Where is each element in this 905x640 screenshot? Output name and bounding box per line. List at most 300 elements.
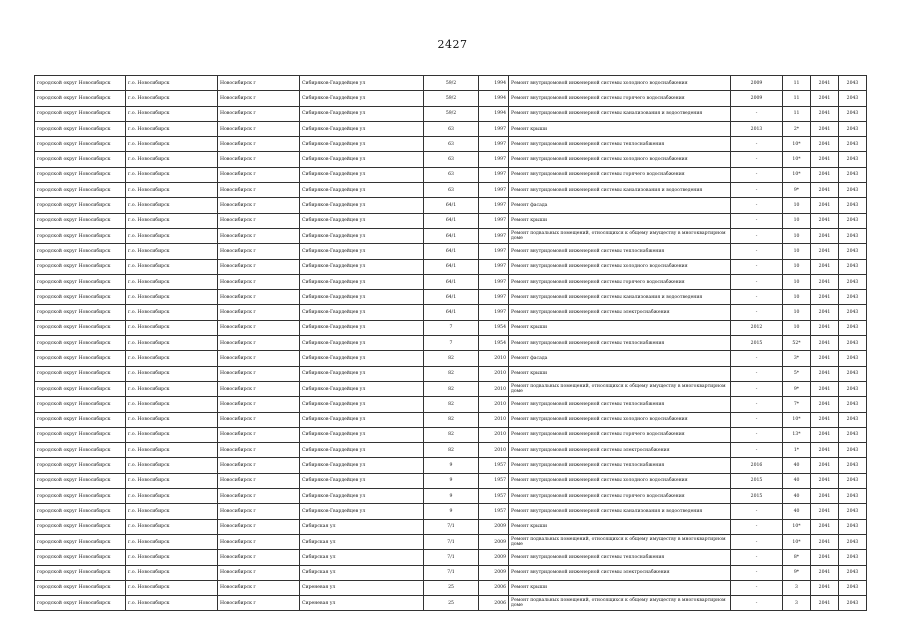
cell-okrug: городской округ Новосибирск [35,473,126,488]
cell-service-count: 9* [783,381,811,396]
cell-settlement: Новосибирск г [218,351,300,366]
cell-year-from: 2041 [811,198,839,213]
cell-year-to: 2043 [839,504,867,519]
cell-year: 1957 [479,473,509,488]
cell-settlement: Новосибирск г [218,366,300,381]
cell-year: 1954 [479,336,509,351]
cell-gorod: г.о. Новосибирск [126,580,218,595]
cell-okrug: городской округ Новосибирск [35,504,126,519]
cell-house: 25 [424,596,479,611]
cell-year: 2010 [479,381,509,396]
cell-street: Сибиряков-Гвардейцев ул [300,412,424,427]
cell-work-type: Ремонт внутридомовой инженерной системы теплоснабжения [509,550,731,565]
cell-year-to: 2043 [839,397,867,412]
cell-settlement: Новосибирск г [218,290,300,305]
cell-last-repair: - [731,213,783,228]
cell-street: Сибиряков-Гвардейцев ул [300,228,424,243]
cell-year-to: 2043 [839,167,867,182]
cell-street: Сибиряков-Гвардейцев ул [300,381,424,396]
cell-year-to: 2043 [839,152,867,167]
cell-year: 2010 [479,427,509,442]
cell-gorod: г.о. Новосибирск [126,381,218,396]
cell-year: 2006 [479,580,509,595]
cell-work-type: Ремонт внутридомовой инженерной системы теплоснабжения [509,336,731,351]
cell-year-to: 2043 [839,580,867,595]
cell-gorod: г.о. Новосибирск [126,244,218,259]
table-row [35,183,867,198]
cell-street: Сибиряков-Гвардейцев ул [300,137,424,152]
cell-settlement: Новосибирск г [218,305,300,320]
cell-work-type: Ремонт внутридомовой инженерной системы теплоснабжения [509,397,731,412]
cell-settlement: Новосибирск г [218,519,300,534]
cell-street: Сибирская ул [300,534,424,549]
cell-last-repair: 2015 [731,473,783,488]
cell-last-repair: 2009 [731,76,783,91]
cell-work-type: Ремонт крыши [509,519,731,534]
cell-settlement: Новосибирск г [218,121,300,136]
cell-service-count: 8* [783,550,811,565]
cell-year: 1997 [479,305,509,320]
cell-house: 82 [424,381,479,396]
cell-year: 2009 [479,534,509,549]
cell-year: 1994 [479,106,509,121]
cell-street: Сибиряков-Гвардейцев ул [300,366,424,381]
cell-street: Сибиряков-Гвардейцев ул [300,336,424,351]
cell-year-from: 2041 [811,351,839,366]
cell-work-type: Ремонт внутридомовой инженерной системы холодного водоснабжения [509,76,731,91]
cell-okrug: городской округ Новосибирск [35,76,126,91]
cell-okrug: городской округ Новосибирск [35,351,126,366]
cell-street: Сибиряков-Гвардейцев ул [300,198,424,213]
cell-work-type: Ремонт внутридомовой инженерной системы горячего водоснабжения [509,167,731,182]
cell-house: 82 [424,397,479,412]
cell-okrug: городской округ Новосибирск [35,213,126,228]
cell-okrug: городской округ Новосибирск [35,91,126,106]
cell-settlement: Новосибирск г [218,458,300,473]
cell-house: 7 [424,336,479,351]
cell-gorod: г.о. Новосибирск [126,351,218,366]
cell-year-from: 2041 [811,106,839,121]
table-row [35,167,867,182]
cell-gorod: г.о. Новосибирск [126,458,218,473]
cell-work-type: Ремонт крыши [509,320,731,335]
cell-year-to: 2043 [839,228,867,243]
cell-street: Сибиряков-Гвардейцев ул [300,259,424,274]
cell-house: 63 [424,183,479,198]
table-row [35,458,867,473]
cell-last-repair: - [731,534,783,549]
cell-work-type: Ремонт фасада [509,198,731,213]
table-row [35,76,867,91]
cell-house: 7/1 [424,550,479,565]
cell-gorod: г.о. Новосибирск [126,336,218,351]
cell-year: 2010 [479,412,509,427]
table-row [35,228,867,243]
table-row [35,427,867,442]
cell-year-to: 2043 [839,76,867,91]
cell-last-repair: - [731,305,783,320]
cell-year-from: 2041 [811,305,839,320]
cell-house: 59/2 [424,91,479,106]
cell-last-repair: 2012 [731,320,783,335]
cell-settlement: Новосибирск г [218,473,300,488]
cell-okrug: городской округ Новосибирск [35,244,126,259]
cell-last-repair: - [731,550,783,565]
cell-street: Сибиряков-Гвардейцев ул [300,427,424,442]
cell-year-to: 2043 [839,198,867,213]
cell-settlement: Новосибирск г [218,489,300,504]
cell-last-repair: - [731,259,783,274]
cell-last-repair: - [731,596,783,611]
cell-house: 9 [424,504,479,519]
cell-work-type: Ремонт внутридомовой инженерной системы теплоснабжения [509,137,731,152]
table-row [35,580,867,595]
cell-settlement: Новосибирск г [218,397,300,412]
cell-service-count: 40 [783,489,811,504]
cell-work-type: Ремонт внутридомовой инженерной системы канализования и водоотведения [509,106,731,121]
cell-gorod: г.о. Новосибирск [126,91,218,106]
cell-work-type: Ремонт крыши [509,580,731,595]
cell-last-repair: - [731,580,783,595]
cell-okrug: городской округ Новосибирск [35,489,126,504]
cell-service-count: 10 [783,198,811,213]
cell-year: 2009 [479,565,509,580]
cell-settlement: Новосибирск г [218,443,300,458]
cell-gorod: г.о. Новосибирск [126,198,218,213]
cell-settlement: Новосибирск г [218,167,300,182]
cell-year-to: 2043 [839,458,867,473]
cell-last-repair: 2015 [731,489,783,504]
cell-settlement: Новосибирск г [218,550,300,565]
cell-house: 64/1 [424,274,479,289]
cell-service-count: 10* [783,534,811,549]
cell-street: Сибиряков-Гвардейцев ул [300,397,424,412]
cell-year-from: 2041 [811,137,839,152]
cell-year-to: 2043 [839,519,867,534]
cell-gorod: г.о. Новосибирск [126,213,218,228]
cell-work-type: Ремонт внутридомовой инженерной системы канализования и водоотведения [509,504,731,519]
cell-gorod: г.о. Новосибирск [126,504,218,519]
cell-service-count: 10* [783,137,811,152]
cell-street: Сибиряков-Гвардейцев ул [300,91,424,106]
cell-year: 1997 [479,228,509,243]
cell-last-repair: 2009 [731,91,783,106]
cell-year: 1957 [479,458,509,473]
cell-house: 7/1 [424,534,479,549]
cell-year-to: 2043 [839,290,867,305]
cell-house: 63 [424,152,479,167]
cell-work-type: Ремонт подвальных помещений, относящихся к общему имуществу в многоквартирном доме [509,534,731,549]
cell-okrug: городской округ Новосибирск [35,458,126,473]
cell-okrug: городской округ Новосибирск [35,550,126,565]
cell-work-type: Ремонт подвальных помещений, относящихся к общему имуществу в многоквартирном доме [509,596,731,611]
cell-house: 63 [424,167,479,182]
cell-street: Сибиряков-Гвардейцев ул [300,213,424,228]
table-row [35,489,867,504]
cell-year: 2010 [479,351,509,366]
cell-year-to: 2043 [839,412,867,427]
cell-work-type: Ремонт внутридомовой инженерной системы электроснабжения [509,565,731,580]
cell-last-repair: - [731,244,783,259]
table-row [35,550,867,565]
cell-okrug: городской округ Новосибирск [35,534,126,549]
cell-house: 64/1 [424,305,479,320]
table-row [35,534,867,549]
table-row [35,443,867,458]
cell-last-repair: - [731,504,783,519]
cell-okrug: городской округ Новосибирск [35,596,126,611]
cell-work-type: Ремонт внутридомовой инженерной системы горячего водоснабжения [509,274,731,289]
cell-settlement: Новосибирск г [218,137,300,152]
cell-street: Сибиряков-Гвардейцев ул [300,244,424,259]
page-number: 2427 [437,38,468,51]
cell-year-from: 2041 [811,550,839,565]
cell-service-count: 2* [783,121,811,136]
cell-year-to: 2043 [839,106,867,121]
cell-year: 1997 [479,183,509,198]
cell-street: Сибиряков-Гвардейцев ул [300,167,424,182]
cell-street: Сибиряков-Гвардейцев ул [300,351,424,366]
cell-okrug: городской округ Новосибирск [35,121,126,136]
cell-service-count: 10 [783,259,811,274]
cell-work-type: Ремонт внутридомовой инженерной системы канализования и водоотведения [509,290,731,305]
cell-last-repair: 2015 [731,336,783,351]
cell-street: Сибиряков-Гвардейцев ул [300,152,424,167]
cell-year: 1994 [479,91,509,106]
table-row [35,213,867,228]
cell-house: 9 [424,458,479,473]
cell-okrug: городской округ Новосибирск [35,366,126,381]
cell-year-from: 2041 [811,290,839,305]
cell-service-count: 11 [783,76,811,91]
cell-year-from: 2041 [811,596,839,611]
cell-last-repair: - [731,519,783,534]
cell-gorod: г.о. Новосибирск [126,473,218,488]
table-row [35,259,867,274]
cell-okrug: городской округ Новосибирск [35,290,126,305]
cell-work-type: Ремонт внутридомовой инженерной системы холодного водоснабжения [509,259,731,274]
cell-okrug: городской округ Новосибирск [35,412,126,427]
cell-last-repair: - [731,366,783,381]
cell-street: Сибиряков-Гвардейцев ул [300,320,424,335]
cell-street: Сибиряков-Гвардейцев ул [300,489,424,504]
table-row [35,596,867,611]
cell-gorod: г.о. Новосибирск [126,320,218,335]
cell-year: 2010 [479,366,509,381]
table-row [35,473,867,488]
table-row [35,519,867,534]
cell-street: Сибиряков-Гвардейцев ул [300,443,424,458]
cell-service-count: 10 [783,305,811,320]
cell-year-from: 2041 [811,259,839,274]
cell-work-type: Ремонт фасада [509,351,731,366]
cell-service-count: 9* [783,565,811,580]
cell-house: 64/1 [424,259,479,274]
cell-okrug: городской округ Новосибирск [35,580,126,595]
table-row [35,504,867,519]
cell-street: Сиреневая ул [300,580,424,595]
cell-settlement: Новосибирск г [218,91,300,106]
cell-year-to: 2043 [839,489,867,504]
cell-year: 1997 [479,121,509,136]
cell-okrug: городской округ Новосибирск [35,106,126,121]
cell-gorod: г.о. Новосибирск [126,550,218,565]
cell-year-from: 2041 [811,213,839,228]
cell-gorod: г.о. Новосибирск [126,274,218,289]
table-row [35,152,867,167]
cell-service-count: 5* [783,366,811,381]
table-row [35,137,867,152]
cell-gorod: г.о. Новосибирск [126,565,218,580]
cell-house: 9 [424,473,479,488]
cell-service-count: 3* [783,351,811,366]
cell-settlement: Новосибирск г [218,534,300,549]
cell-last-repair: - [731,183,783,198]
cell-year: 1954 [479,320,509,335]
cell-work-type: Ремонт внутридомовой инженерной системы горячего водоснабжения [509,489,731,504]
cell-service-count: 1* [783,443,811,458]
cell-street: Сибиряков-Гвардейцев ул [300,473,424,488]
cell-okrug: городской округ Новосибирск [35,228,126,243]
cell-street: Сибиряков-Гвардейцев ул [300,106,424,121]
cell-house: 7 [424,320,479,335]
cell-house: 82 [424,366,479,381]
cell-year-from: 2041 [811,167,839,182]
cell-settlement: Новосибирск г [218,76,300,91]
cell-year-to: 2043 [839,121,867,136]
cell-year-from: 2041 [811,489,839,504]
cell-house: 7/1 [424,565,479,580]
cell-okrug: городской округ Новосибирск [35,427,126,442]
cell-street: Сибирская ул [300,519,424,534]
cell-year-to: 2043 [839,366,867,381]
cell-gorod: г.о. Новосибирск [126,412,218,427]
cell-year: 1997 [479,137,509,152]
cell-service-count: 40 [783,504,811,519]
cell-gorod: г.о. Новосибирск [126,290,218,305]
cell-gorod: г.о. Новосибирск [126,305,218,320]
cell-house: 64/1 [424,244,479,259]
cell-service-count: 10 [783,213,811,228]
cell-street: Сибиряков-Гвардейцев ул [300,121,424,136]
cell-work-type: Ремонт внутридомовой инженерной системы канализования и водоотведения [509,183,731,198]
cell-street: Сибирская ул [300,565,424,580]
cell-last-repair: - [731,565,783,580]
cell-work-type: Ремонт внутридомовой инженерной системы электроснабжения [509,443,731,458]
cell-service-count: 40 [783,458,811,473]
cell-gorod: г.о. Новосибирск [126,137,218,152]
table-row [35,397,867,412]
cell-year: 1994 [479,76,509,91]
cell-last-repair: 2013 [731,121,783,136]
cell-year: 2006 [479,596,509,611]
cell-okrug: городской округ Новосибирск [35,381,126,396]
cell-year: 1957 [479,489,509,504]
table-row [35,244,867,259]
cell-year-from: 2041 [811,320,839,335]
cell-gorod: г.о. Новосибирск [126,427,218,442]
cell-work-type: Ремонт внутридомовой инженерной системы теплоснабжения [509,458,731,473]
cell-service-count: 10 [783,274,811,289]
cell-settlement: Новосибирск г [218,274,300,289]
cell-year: 1997 [479,213,509,228]
cell-year-from: 2041 [811,336,839,351]
cell-settlement: Новосибирск г [218,412,300,427]
cell-okrug: городской округ Новосибирск [35,137,126,152]
cell-gorod: г.о. Новосибирск [126,106,218,121]
cell-service-count: 7* [783,397,811,412]
cell-house: 82 [424,443,479,458]
cell-settlement: Новосибирск г [218,213,300,228]
cell-okrug: городской округ Новосибирск [35,565,126,580]
cell-gorod: г.о. Новосибирск [126,534,218,549]
cell-year-from: 2041 [811,183,839,198]
cell-year-from: 2041 [811,519,839,534]
cell-work-type: Ремонт внутридомовой инженерной системы электроснабжения [509,305,731,320]
cell-year-from: 2041 [811,565,839,580]
cell-house: 82 [424,351,479,366]
cell-year-from: 2041 [811,412,839,427]
cell-year-to: 2043 [839,91,867,106]
cell-house: 25 [424,580,479,595]
cell-work-type: Ремонт внутридомовой инженерной системы теплоснабжения [509,244,731,259]
cell-okrug: городской округ Новосибирск [35,183,126,198]
cell-year-to: 2043 [839,427,867,442]
cell-year-from: 2041 [811,121,839,136]
table-row [35,565,867,580]
cell-last-repair: - [731,198,783,213]
cell-house: 82 [424,427,479,442]
cell-settlement: Новосибирск г [218,427,300,442]
cell-street: Сибиряков-Гвардейцев ул [300,274,424,289]
cell-settlement: Новосибирск г [218,259,300,274]
cell-work-type: Ремонт внутридомовой инженерной системы горячего водоснабжения [509,91,731,106]
table-row [35,412,867,427]
cell-year-from: 2041 [811,458,839,473]
cell-year: 1957 [479,504,509,519]
cell-service-count: 10 [783,290,811,305]
cell-year: 2009 [479,550,509,565]
cell-work-type: Ремонт подвальных помещений, относящихся к общему имуществу в многоквартирном доме [509,228,731,243]
cell-settlement: Новосибирск г [218,152,300,167]
cell-year: 1997 [479,198,509,213]
cell-gorod: г.о. Новосибирск [126,121,218,136]
cell-gorod: г.о. Новосибирск [126,228,218,243]
cell-service-count: 3 [783,580,811,595]
cell-year-from: 2041 [811,397,839,412]
cell-gorod: г.о. Новосибирск [126,519,218,534]
cell-last-repair: - [731,290,783,305]
cell-year-to: 2043 [839,244,867,259]
cell-year-from: 2041 [811,580,839,595]
cell-house: 63 [424,121,479,136]
cell-settlement: Новосибирск г [218,336,300,351]
cell-year: 1997 [479,152,509,167]
cell-work-type: Ремонт крыши [509,366,731,381]
cell-okrug: городской округ Новосибирск [35,336,126,351]
cell-gorod: г.о. Новосибирск [126,366,218,381]
cell-service-count: 3 [783,596,811,611]
cell-year-from: 2041 [811,504,839,519]
cell-street: Сибиряков-Гвардейцев ул [300,504,424,519]
cell-work-type: Ремонт внутридомовой инженерной системы горячего водоснабжения [509,427,731,442]
cell-gorod: г.о. Новосибирск [126,183,218,198]
cell-settlement: Новосибирск г [218,565,300,580]
cell-service-count: 9* [783,183,811,198]
cell-year: 1997 [479,259,509,274]
cell-street: Сибиряков-Гвардейцев ул [300,458,424,473]
table-row [35,381,867,396]
